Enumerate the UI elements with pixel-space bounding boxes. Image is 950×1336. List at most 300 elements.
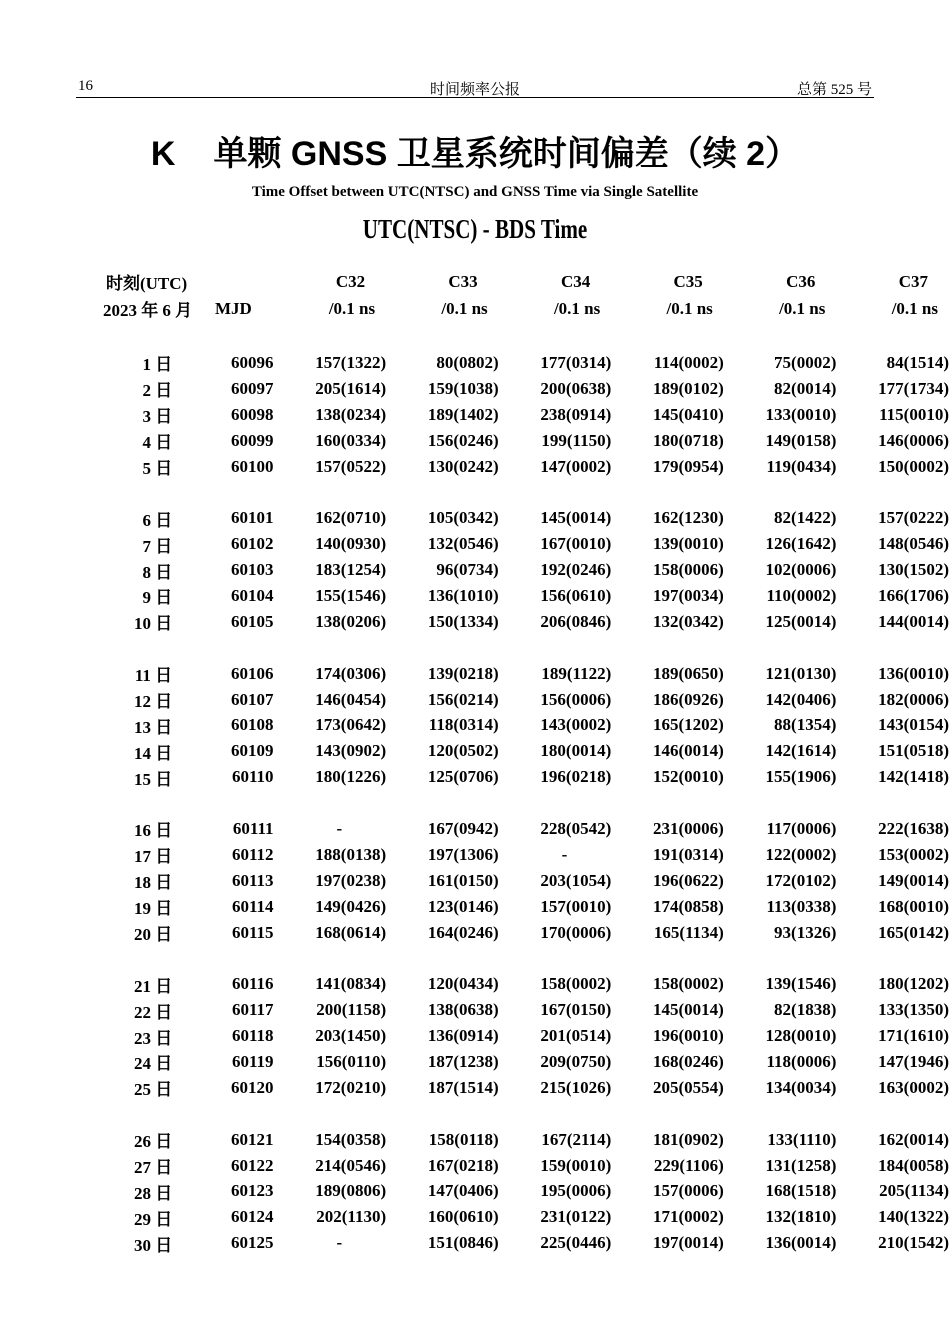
table-row: [0, 842, 950, 868]
row-value-c37: 165(0142): [878, 922, 949, 942]
row-mjd: 60102: [231, 534, 274, 554]
row-mjd: 60118: [231, 1026, 274, 1046]
group-spacer: [0, 479, 950, 505]
row-value-c37: 222(1638): [878, 818, 949, 838]
col-unit: /0.1 ns: [328, 298, 376, 318]
table-row: [0, 531, 950, 557]
section-title: UTC(NTSC) - BDS Time: [362, 214, 588, 244]
row-value-c33: 130(0242): [427, 456, 499, 476]
row-value-c36: 102(0006): [765, 560, 837, 580]
row-date: 12 日: [133, 692, 173, 712]
row-value-c36: 110(0002): [766, 585, 837, 605]
table-row: [0, 738, 950, 764]
row-value-c36: 82(0014): [774, 378, 837, 398]
row-value-c33: 96(0734): [436, 560, 499, 580]
row-value-c36: 155(1906): [765, 767, 837, 787]
row-date: 16 日: [133, 821, 173, 841]
row-value-c35: 145(0014): [652, 1000, 724, 1020]
row-value-c34: 238(0914): [540, 404, 612, 424]
row-mjd: 60121: [231, 1129, 274, 1149]
row-date: 15 日: [133, 769, 173, 789]
row-value-c33: 167(0942): [427, 818, 499, 838]
row-date: 19 日: [133, 899, 173, 919]
row-mjd: 60125: [231, 1233, 274, 1253]
row-date: 7 日: [142, 536, 173, 556]
row-value-c35: 174(0858): [652, 896, 724, 916]
row-value-c32: 189(0806): [315, 1181, 387, 1201]
row-date: 22 日: [133, 1002, 173, 1022]
row-date: 24 日: [133, 1054, 173, 1074]
row-value-c36: 93(1326): [774, 922, 837, 942]
row-value-c34: 180(0014): [540, 741, 612, 761]
row-value-c34: 192(0246): [540, 560, 612, 580]
row-value-c34: 156(0006): [540, 689, 612, 709]
row-value-c34: 225(0446): [540, 1233, 612, 1253]
row-value-c34: 206(0846): [540, 611, 612, 631]
row-mjd: 60112: [231, 844, 274, 864]
row-value-c32: 183(1254): [315, 560, 387, 580]
row-value-c33: 136(1010): [427, 585, 499, 605]
col-unit: /0.1 ns: [779, 298, 826, 318]
row-mjd: 60096: [231, 352, 274, 372]
row-date: 3 日: [142, 407, 173, 427]
row-value-c36: 122(0002): [765, 844, 837, 864]
table-row: [0, 350, 950, 376]
row-value-c33: 187(1238): [427, 1051, 499, 1071]
table-row: [0, 557, 950, 583]
row-mjd: 60107: [231, 689, 274, 709]
row-value-c34: 167(2114): [541, 1129, 612, 1149]
row-mjd: 60116: [231, 974, 274, 994]
row-value-c32: 157(1322): [315, 352, 387, 372]
table-row: [0, 583, 950, 609]
row-value-c34: 199(1150): [541, 430, 612, 450]
row-value-c33: 189(1402): [427, 404, 499, 424]
row-value-c35: 205(0554): [652, 1077, 724, 1097]
table-row: [0, 687, 950, 713]
row-value-c33: 167(0218): [427, 1155, 499, 1175]
row-value-c32: -: [336, 818, 343, 838]
row-mjd: 60120: [231, 1077, 274, 1097]
row-mjd: 60119: [231, 1051, 274, 1071]
table-row: [0, 609, 950, 635]
row-value-c34: 167(0150): [540, 1000, 612, 1020]
row-value-c37: 143(0154): [878, 715, 949, 735]
row-date: 20 日: [133, 925, 173, 945]
col-unit: /0.1 ns: [441, 298, 488, 318]
row-value-c36: 142(1614): [765, 741, 837, 761]
row-mjd: 60115: [231, 922, 274, 942]
row-value-c37: 182(0006): [878, 689, 949, 709]
row-mjd: 60103: [231, 560, 274, 580]
table-row: [0, 1179, 950, 1205]
table-row: [0, 428, 950, 454]
row-mjd: 60097: [231, 378, 274, 398]
row-value-c34: 203(1054): [540, 870, 612, 890]
row-value-c36: 119(0434): [766, 456, 837, 476]
row-date: 13 日: [133, 717, 173, 737]
row-date: 9 日: [142, 588, 173, 608]
col-blank: [192, 268, 274, 295]
group-spacer: [0, 635, 950, 661]
row-value-c35: 158(0002): [652, 974, 724, 994]
row-value-c33: 164(0246): [427, 922, 499, 942]
table-row: [0, 454, 950, 480]
row-value-c32: 141(0834): [315, 974, 387, 994]
col-sat-c32: C32: [335, 271, 366, 291]
row-value-c36: 121(0130): [765, 663, 837, 683]
table-row: [0, 1153, 950, 1179]
row-date: 8 日: [142, 562, 173, 582]
row-value-c35: 229(1106): [653, 1155, 724, 1175]
row-date: 6 日: [142, 510, 173, 530]
spacer: [0, 322, 950, 350]
publication-name: 时间频率公报: [429, 82, 520, 98]
row-date: 28 日: [133, 1183, 173, 1203]
row-value-c32: -: [336, 1233, 343, 1253]
row-value-c33: 161(0150): [427, 870, 499, 890]
row-value-c35: 189(0650): [652, 663, 724, 683]
row-value-c35: 231(0006): [652, 818, 724, 838]
row-value-c36: 139(1546): [765, 974, 837, 994]
row-value-c33: 156(0214): [427, 689, 499, 709]
row-value-c34: 143(0002): [540, 715, 612, 735]
row-value-c34: 228(0542): [540, 818, 612, 838]
row-value-c36: 133(0010): [765, 404, 837, 424]
row-value-c32: 205(1614): [315, 378, 387, 398]
row-value-c33: 197(1306): [427, 844, 499, 864]
row-value-c33: 158(0118): [428, 1129, 499, 1149]
issue-number: 总第 525 号: [796, 82, 872, 98]
row-date: 11 日: [134, 666, 173, 686]
table-row: [0, 971, 950, 997]
row-value-c37: 148(0546): [878, 534, 949, 554]
row-value-c33: 156(0246): [427, 430, 499, 450]
col-time-label: 时刻(UTC): [105, 274, 188, 293]
row-value-c35: 186(0926): [652, 689, 724, 709]
row-value-c33: 136(0914): [427, 1026, 499, 1046]
row-value-c36: 75(0002): [774, 352, 837, 372]
row-value-c32: 146(0454): [315, 689, 387, 709]
row-value-c32: 143(0902): [315, 741, 387, 761]
row-value-c33: 159(1038): [427, 378, 499, 398]
row-value-c34: 145(0014): [540, 508, 612, 528]
row-value-c37: 150(0002): [878, 456, 949, 476]
row-value-c34: 215(1026): [540, 1077, 612, 1097]
row-value-c35: 189(0102): [652, 378, 724, 398]
row-value-c35: 158(0006): [652, 560, 724, 580]
row-mjd: 60106: [231, 663, 274, 683]
row-value-c35: 132(0342): [652, 611, 724, 631]
row-mjd: 60104: [231, 585, 274, 605]
row-mjd: 60124: [231, 1207, 274, 1227]
row-value-c35: 165(1202): [652, 715, 724, 735]
group-spacer: [0, 1101, 950, 1127]
row-value-c36: 132(1810): [765, 1207, 837, 1227]
row-value-c34: 189(1122): [541, 663, 612, 683]
table-row: [0, 1204, 950, 1230]
row-value-c37: 130(1502): [878, 560, 949, 580]
row-value-c33: 118(0314): [428, 715, 499, 735]
row-value-c36: 168(1518): [765, 1181, 837, 1201]
table-row: [0, 712, 950, 738]
row-date: 26 日: [133, 1132, 173, 1152]
row-value-c32: 140(0930): [315, 534, 387, 554]
time-offset-table: [0, 268, 950, 1256]
row-value-c37: 171(1610): [878, 1026, 949, 1046]
row-value-c36: 113(0338): [766, 896, 837, 916]
row-value-c36: 134(0034): [765, 1077, 837, 1097]
row-value-c35: 191(0314): [652, 844, 724, 864]
row-mjd: 60099: [231, 430, 274, 450]
row-value-c33: 125(0706): [427, 767, 499, 787]
row-value-c35: 157(0006): [652, 1181, 724, 1201]
row-value-c33: 138(0638): [427, 1000, 499, 1020]
row-mjd: 60098: [231, 404, 274, 424]
row-value-c32: 138(0206): [315, 611, 387, 631]
row-value-c36: 82(1838): [774, 1000, 837, 1020]
header-rule: [76, 97, 874, 98]
col-sat-c37: C37: [898, 271, 928, 291]
row-value-c33: 160(0610): [427, 1207, 499, 1227]
row-value-c37: 144(0014): [878, 611, 949, 631]
row-value-c37: 84(1514): [886, 352, 949, 372]
row-value-c34: 147(0002): [540, 456, 612, 476]
row-date: 18 日: [133, 873, 173, 893]
row-value-c35: 171(0002): [652, 1207, 724, 1227]
row-value-c37: 184(0058): [878, 1155, 949, 1175]
table-row: [0, 505, 950, 531]
page-number: 16: [78, 78, 93, 94]
group-spacer: [0, 945, 950, 971]
row-value-c37: 146(0006): [878, 430, 949, 450]
row-value-c37: 142(1418): [878, 767, 949, 787]
col-mjd-label: MJD: [214, 298, 252, 318]
row-value-c37: 210(1542): [878, 1233, 949, 1253]
row-value-c37: 168(0010): [878, 896, 949, 916]
row-value-c36: 133(1110): [767, 1129, 837, 1149]
table-row: [0, 764, 950, 790]
col-date-label: 2023 年 6 月: [102, 301, 193, 320]
row-value-c37: 115(0010): [879, 404, 949, 424]
row-value-c33: 105(0342): [427, 508, 499, 528]
row-value-c34: 170(0006): [540, 922, 612, 942]
row-date: 29 日: [133, 1209, 173, 1229]
row-value-c33: 151(0846): [427, 1233, 499, 1253]
col-sat-c35: C35: [673, 271, 703, 291]
table-row: [0, 997, 950, 1023]
row-value-c36: 142(0406): [765, 689, 837, 709]
row-date: 1 日: [142, 355, 173, 375]
row-value-c32: 172(0210): [315, 1077, 387, 1097]
col-unit: /0.1 ns: [666, 298, 713, 318]
row-value-c37: 136(0010): [878, 663, 949, 683]
english-subtitle: Time Offset between UTC(NTSC) and GNSS Time via Single Satellite: [251, 184, 699, 200]
row-value-c35: 196(0622): [652, 870, 724, 890]
row-value-c34: 201(0514): [540, 1026, 612, 1046]
table-row: [0, 1023, 950, 1049]
row-value-c36: 128(0010): [765, 1026, 837, 1046]
table-row: [0, 894, 950, 920]
row-date: 30 日: [133, 1235, 173, 1255]
table-row: [0, 868, 950, 894]
row-value-c32: 202(1130): [316, 1207, 387, 1227]
row-value-c37: 140(1322): [878, 1207, 949, 1227]
row-mjd: 60117: [231, 1000, 274, 1020]
row-value-c37: 205(1134): [879, 1181, 949, 1201]
row-value-c37: 147(1946): [878, 1051, 949, 1071]
row-value-c33: 147(0406): [427, 1181, 499, 1201]
row-value-c32: 156(0110): [316, 1051, 387, 1071]
row-value-c35: 165(1134): [653, 922, 724, 942]
row-value-c37: 177(1734): [878, 378, 949, 398]
row-value-c36: 88(1354): [774, 715, 837, 735]
row-value-c35: 168(0246): [652, 1051, 724, 1071]
row-value-c35: 197(0034): [652, 585, 724, 605]
table-row: [0, 376, 950, 402]
row-value-c35: 139(0010): [652, 534, 724, 554]
row-value-c35: 197(0014): [652, 1233, 724, 1253]
row-value-c34: 196(0218): [540, 767, 612, 787]
row-mjd: 60109: [231, 741, 274, 761]
table-row: [0, 661, 950, 687]
col-sat-c33: C33: [448, 271, 478, 291]
row-value-c32: 180(1226): [315, 767, 387, 787]
row-value-c36: 172(0102): [765, 870, 837, 890]
row-value-c32: 174(0306): [315, 663, 387, 683]
row-value-c34: 159(0010): [540, 1155, 612, 1175]
row-value-c32: 168(0614): [315, 922, 387, 942]
row-date: 27 日: [133, 1158, 173, 1178]
row-value-c32: 162(0710): [315, 508, 387, 528]
section-letter: K: [150, 135, 176, 173]
row-value-c34: 200(0638): [540, 378, 612, 398]
title-text: 单颗 GNSS 卫星系统时间偏差（续 2）: [213, 135, 800, 173]
row-date: 21 日: [133, 976, 173, 996]
table-row: [0, 402, 950, 428]
row-value-c32: 160(0334): [315, 430, 387, 450]
page-title: [0, 126, 950, 175]
row-value-c33: 120(0434): [427, 974, 499, 994]
row-mjd: 60108: [231, 715, 274, 735]
col-unit: /0.1 ns: [553, 298, 601, 318]
row-value-c32: 200(1158): [316, 1000, 387, 1020]
row-date: 25 日: [133, 1080, 173, 1100]
row-value-c34: 209(0750): [540, 1051, 612, 1071]
row-value-c36: 125(0014): [765, 611, 837, 631]
row-value-c34: 158(0002): [540, 974, 612, 994]
row-value-c32: 197(0238): [315, 870, 387, 890]
row-date: 4 日: [142, 433, 173, 453]
row-value-c32: 214(0546): [315, 1155, 387, 1175]
row-value-c34: 195(0006): [540, 1181, 612, 1201]
row-value-c35: 196(0010): [652, 1026, 724, 1046]
row-mjd: 60105: [231, 611, 274, 631]
row-value-c33: 187(1514): [427, 1077, 499, 1097]
row-date: 10 日: [133, 614, 173, 634]
row-mjd: 60122: [231, 1155, 274, 1175]
row-value-c32: 203(1450): [315, 1026, 387, 1046]
row-value-c37: 163(0002): [878, 1077, 949, 1097]
row-value-c37: 153(0002): [878, 844, 949, 864]
row-value-c37: 151(0518): [878, 741, 949, 761]
col-unit: /0.1 ns: [891, 298, 938, 318]
row-value-c33: 80(0802): [436, 352, 499, 372]
row-value-c34: 167(0010): [540, 534, 612, 554]
row-mjd: 60110: [231, 767, 274, 787]
table-row: [0, 816, 950, 842]
row-value-c36: 82(1422): [774, 508, 837, 528]
row-value-c32: 157(0522): [315, 456, 387, 476]
table-row: [0, 920, 950, 946]
group-spacer: [0, 790, 950, 816]
row-value-c35: 152(0010): [652, 767, 724, 787]
row-value-c33: 139(0218): [427, 663, 499, 683]
row-date: 17 日: [133, 847, 173, 867]
row-value-c36: 149(0158): [765, 430, 837, 450]
row-value-c32: 173(0642): [315, 715, 387, 735]
row-value-c37: 162(0014): [878, 1129, 949, 1149]
row-value-c33: 120(0502): [427, 741, 499, 761]
row-value-c37: 157(0222): [878, 508, 949, 528]
row-value-c32: 149(0426): [315, 896, 387, 916]
row-value-c35: 114(0002): [653, 352, 724, 372]
col-sat-c34: C34: [560, 271, 591, 291]
row-value-c34: 231(0122): [540, 1207, 612, 1227]
row-date: 14 日: [133, 743, 173, 763]
row-value-c35: 181(0902): [652, 1129, 724, 1149]
row-value-c32: 154(0358): [315, 1129, 387, 1149]
table-row: [0, 1075, 950, 1101]
row-date: 5 日: [142, 459, 173, 478]
table-row: [0, 1049, 950, 1075]
row-value-c35: 180(0718): [652, 430, 724, 450]
row-value-c37: 166(1706): [878, 585, 949, 605]
row-value-c37: 133(1350): [878, 1000, 949, 1020]
row-value-c35: 162(1230): [652, 508, 724, 528]
row-value-c34: -: [561, 844, 568, 864]
row-value-c36: 117(0006): [766, 818, 837, 838]
col-sat-c36: C36: [786, 271, 816, 291]
row-value-c32: 155(1546): [315, 585, 387, 605]
row-value-c34: 177(0314): [540, 352, 612, 372]
table-row: [0, 1230, 950, 1256]
row-value-c36: 126(1642): [765, 534, 837, 554]
row-value-c35: 146(0014): [652, 741, 724, 761]
row-mjd: 60113: [231, 870, 274, 890]
row-value-c36: 131(1258): [765, 1155, 837, 1175]
row-value-c36: 118(0006): [766, 1051, 837, 1071]
row-value-c33: 132(0546): [427, 534, 499, 554]
row-value-c32: 138(0234): [315, 404, 387, 424]
row-value-c35: 145(0410): [652, 404, 724, 424]
table-row: [0, 1127, 950, 1153]
row-value-c35: 179(0954): [652, 456, 724, 476]
row-mjd: 60101: [231, 508, 274, 528]
row-value-c36: 136(0014): [765, 1233, 837, 1253]
row-value-c37: 149(0014): [878, 870, 949, 890]
row-value-c32: 188(0138): [315, 844, 387, 864]
row-value-c33: 150(1334): [427, 611, 499, 631]
row-value-c34: 156(0610): [540, 585, 612, 605]
row-date: 2 日: [142, 381, 173, 401]
row-mjd: 60100: [231, 456, 274, 476]
row-mjd: 60114: [231, 896, 274, 916]
row-date: 23 日: [133, 1028, 173, 1048]
row-value-c34: 157(0010): [540, 896, 612, 916]
row-mjd: 60123: [231, 1181, 274, 1201]
row-value-c33: 123(0146): [427, 896, 499, 916]
